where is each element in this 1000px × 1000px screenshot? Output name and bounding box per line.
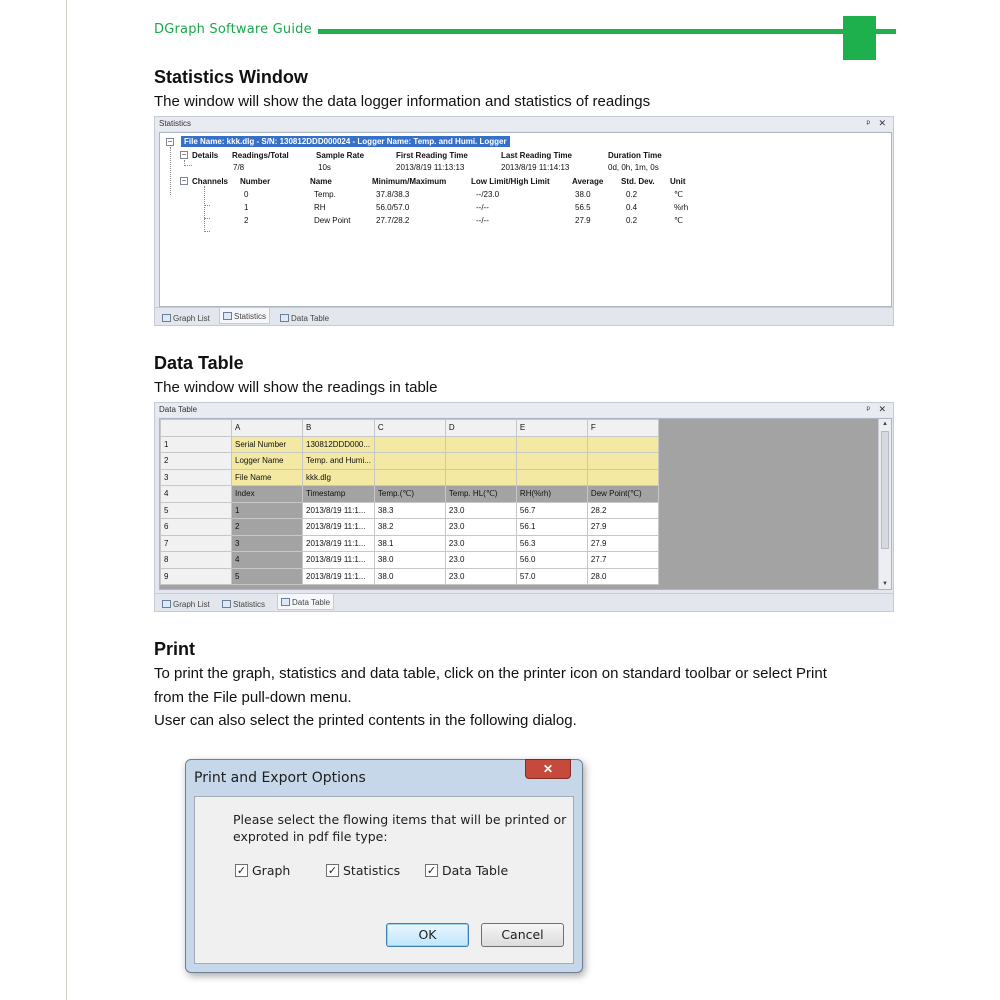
file-node[interactable]: File Name: kkk.dlg - S/N: 130812DDD000024 - Logger Name: Temp. and Humi. Logger xyxy=(181,136,510,147)
data-table-checkbox[interactable] xyxy=(425,863,508,878)
details-header-first-reading: First Reading Time xyxy=(396,151,468,160)
collapse-icon[interactable]: − xyxy=(167,137,173,146)
table-cell[interactable]: Serial Number xyxy=(232,436,303,453)
table-cell[interactable]: 23.0 xyxy=(445,568,516,585)
print-text-line-3: User can also select the printed contents in the following dialog. xyxy=(154,712,577,729)
table-cell[interactable]: Timestamp xyxy=(303,486,375,503)
tab-data-table[interactable] xyxy=(277,594,334,610)
table-cell[interactable]: 27.7 xyxy=(587,552,658,569)
table-cell[interactable] xyxy=(516,469,587,486)
table-cell[interactable]: 38.3 xyxy=(374,502,445,519)
channel-0-unit: ℃ xyxy=(674,190,683,199)
dialog-content xyxy=(194,796,574,964)
channel-2-minmax: 27.7/28.2 xyxy=(376,216,410,225)
tab-label: Statistics xyxy=(234,311,267,321)
details-value-duration: 0d, 0h, 1m, 0s xyxy=(608,163,659,172)
table-row xyxy=(161,469,659,486)
channel-header-std-dev: Std. Dev. xyxy=(621,177,655,186)
tree-connector xyxy=(204,186,205,232)
table-cell[interactable] xyxy=(445,453,516,470)
channel-0-minmax: 37.8/38.3 xyxy=(376,190,410,199)
channel-0-number: 0 xyxy=(244,190,249,199)
table-cell[interactable]: kkk.dlg xyxy=(303,469,375,486)
table-row xyxy=(161,502,659,519)
details-header-duration: Duration Time xyxy=(608,151,662,160)
table-cell[interactable]: Logger Name xyxy=(232,453,303,470)
table-cell[interactable] xyxy=(374,469,445,486)
table-cell[interactable]: 23.0 xyxy=(445,502,516,519)
table-cell[interactable]: 56.7 xyxy=(516,502,587,519)
table-cell[interactable]: 2013/8/19 11:1... xyxy=(303,568,375,585)
table-row xyxy=(161,568,659,585)
channels-label: Channels xyxy=(192,177,229,186)
table-cell[interactable]: Temp. and Humi... xyxy=(303,453,375,470)
table-cell[interactable] xyxy=(587,469,658,486)
table-cell[interactable]: File Name xyxy=(232,469,303,486)
table-cell[interactable] xyxy=(445,436,516,453)
channel-header-number: Number xyxy=(240,177,271,186)
table-cell[interactable] xyxy=(587,436,658,453)
table-cell[interactable]: 3 xyxy=(232,535,303,552)
table-cell[interactable] xyxy=(374,436,445,453)
dialog-message xyxy=(233,811,566,845)
tree-connector xyxy=(170,147,171,195)
details-header-readings: Readings/Total xyxy=(232,151,289,160)
channel-header-unit: Unit xyxy=(670,177,686,186)
graph-list-icon xyxy=(162,600,171,608)
column-header[interactable]: E xyxy=(516,420,587,437)
column-header[interactable]: F xyxy=(587,420,658,437)
channel-header-name: Name xyxy=(310,177,332,186)
table-cell[interactable]: 56.3 xyxy=(516,535,587,552)
vertical-scrollbar[interactable] xyxy=(878,419,891,589)
tree-connector xyxy=(204,205,210,206)
column-header[interactable]: A xyxy=(232,420,303,437)
dialog-message-line-2: exproted in pdf file type: xyxy=(233,829,388,844)
tree-connector xyxy=(184,165,192,166)
table-cell[interactable]: 38.0 xyxy=(374,568,445,585)
page-margin-line xyxy=(66,0,67,1000)
statistics-icon xyxy=(223,312,232,320)
table-cell[interactable]: 1 xyxy=(232,502,303,519)
channel-1-minmax: 56.0/57.0 xyxy=(376,203,410,212)
data-table-icon xyxy=(280,314,289,322)
dialog-title: Print and Export Options xyxy=(194,770,366,786)
collapse-icon[interactable]: − xyxy=(181,176,187,185)
table-cell[interactable]: 2013/8/19 11:1... xyxy=(303,502,375,519)
details-value-sample-rate: 10s xyxy=(318,163,331,172)
table-cell[interactable] xyxy=(374,453,445,470)
table-row xyxy=(161,535,659,552)
graph-checkbox[interactable] xyxy=(235,863,290,878)
channel-0-std-dev: 0.2 xyxy=(626,190,638,199)
close-icon[interactable]: ✕ xyxy=(525,759,571,779)
table-cell[interactable]: 23.0 xyxy=(445,535,516,552)
statistics-checkbox-label: Statistics xyxy=(343,863,401,878)
table-cell[interactable]: 5 xyxy=(232,568,303,585)
print-text-line-2: from the File pull-down menu. xyxy=(154,689,352,706)
details-value-readings: 7/8 xyxy=(233,163,245,172)
tab-label: Data Table xyxy=(291,313,330,323)
tab-label: Statistics xyxy=(233,599,266,609)
table-cell[interactable]: Dew Point(℃) xyxy=(587,486,658,503)
table-cell[interactable] xyxy=(445,469,516,486)
corner-cell[interactable] xyxy=(161,420,232,437)
row-header[interactable]: 5 xyxy=(161,502,232,519)
tree-connector xyxy=(204,231,210,232)
table-cell[interactable]: 56.0 xyxy=(516,552,587,569)
channel-1-unit: %rh xyxy=(674,203,689,212)
tab-label: Data Table xyxy=(292,597,331,607)
row-header[interactable]: 6 xyxy=(161,519,232,536)
table-cell[interactable]: 2013/8/19 11:1... xyxy=(303,552,375,569)
print-text-line-1: To print the graph, statistics and data table, click on the printer icon on standard toolbar or select Print xyxy=(154,665,827,682)
tab-graph-list[interactable] xyxy=(159,597,213,610)
table-cell[interactable]: 2013/8/19 11:1... xyxy=(303,535,375,552)
table-cell[interactable]: Index xyxy=(232,486,303,503)
table-cell[interactable]: 28.0 xyxy=(587,568,658,585)
table-cell[interactable]: 57.0 xyxy=(516,568,587,585)
panel-controls[interactable]: ᵖ ✕ xyxy=(866,404,889,414)
scroll-thumb[interactable] xyxy=(881,431,889,549)
ok-button[interactable]: OK xyxy=(386,923,469,947)
channel-2-name: Dew Point xyxy=(314,216,351,225)
table-cell[interactable]: Temp.(℃) xyxy=(374,486,445,503)
table-cell[interactable]: 56.1 xyxy=(516,519,587,536)
statistics-heading: Statistics Window xyxy=(154,67,308,87)
channel-1-average: 56.5 xyxy=(575,203,591,212)
header-accent-bar xyxy=(318,29,896,34)
tab-label: Graph List xyxy=(173,313,210,323)
table-row xyxy=(161,519,659,536)
column-header[interactable]: B xyxy=(303,420,375,437)
tab-statistics[interactable] xyxy=(219,308,270,324)
guide-title: DGraph Software Guide xyxy=(154,22,312,37)
tab-graph-list[interactable] xyxy=(159,311,213,324)
row-header[interactable]: 4 xyxy=(161,486,232,503)
datatable-window xyxy=(154,402,894,612)
print-heading: Print xyxy=(154,639,196,659)
checkbox-check-icon[interactable]: ✓ xyxy=(426,864,437,877)
table-cell[interactable]: 2013/8/19 11:1... xyxy=(303,519,375,536)
data-table xyxy=(160,419,659,585)
channel-2-number: 2 xyxy=(244,216,249,225)
scroll-down-icon[interactable]: ▼ xyxy=(882,581,888,587)
graph-checkbox-label: Graph xyxy=(252,863,291,878)
table-cell[interactable]: 28.2 xyxy=(587,502,658,519)
table-row xyxy=(161,453,659,470)
data-table-icon xyxy=(281,598,290,606)
row-header[interactable]: 1 xyxy=(161,436,232,453)
details-header-last-reading: Last Reading Time xyxy=(501,151,572,160)
table-cell[interactable] xyxy=(587,453,658,470)
channel-2-average: 27.9 xyxy=(575,216,591,225)
channel-0-average: 38.0 xyxy=(575,190,591,199)
row-header[interactable]: 9 xyxy=(161,568,232,585)
channel-1-std-dev: 0.4 xyxy=(626,203,638,212)
channel-1-name: RH xyxy=(314,203,326,212)
table-cell[interactable]: 4 xyxy=(232,552,303,569)
statistics-window-header xyxy=(155,117,893,131)
table-row xyxy=(161,436,659,453)
datatable-window-title: Data Table xyxy=(159,405,198,414)
column-header[interactable]: D xyxy=(445,420,516,437)
channel-header-average: Average xyxy=(572,177,604,186)
panel-controls[interactable]: ᵖ ✕ xyxy=(866,118,889,128)
statistics-window xyxy=(154,116,894,326)
checkbox-check-icon[interactable]: ✓ xyxy=(327,864,338,877)
row-header[interactable]: 8 xyxy=(161,552,232,569)
row-header[interactable]: 7 xyxy=(161,535,232,552)
channel-header-limits: Low Limit/High Limit xyxy=(471,177,550,186)
table-cell[interactable]: 130812DDD000... xyxy=(303,436,375,453)
details-label: Details xyxy=(192,151,219,160)
tab-data-table[interactable] xyxy=(277,311,332,324)
channel-1-limits: --/-- xyxy=(476,203,489,212)
statistics-checkbox[interactable] xyxy=(326,863,400,878)
tree-connector xyxy=(204,218,210,219)
table-cell[interactable]: RH(%rh) xyxy=(516,486,587,503)
datatable-description: The window will show the readings in table xyxy=(154,379,438,396)
data-grid xyxy=(159,418,892,590)
channel-0-name: Temp. xyxy=(314,190,336,199)
table-cell[interactable]: 2 xyxy=(232,519,303,536)
table-cell[interactable]: Temp. HL(℃) xyxy=(445,486,516,503)
details-header-sample-rate: Sample Rate xyxy=(316,151,365,160)
dialog-message-line-1: Please select the flowing items that will be printed or xyxy=(233,812,567,827)
channel-2-limits: --/-- xyxy=(476,216,489,225)
cancel-button[interactable]: Cancel xyxy=(481,923,564,947)
channel-0-limits: --/23.0 xyxy=(476,190,500,199)
datatable-heading: Data Table xyxy=(154,353,244,373)
print-export-dialog xyxy=(185,759,583,973)
table-cell[interactable] xyxy=(516,436,587,453)
statistics-description: The window will show the data logger information and statistics of readings xyxy=(154,93,651,110)
channel-2-unit: ℃ xyxy=(674,216,683,225)
graph-list-icon xyxy=(162,314,171,322)
table-cell[interactable] xyxy=(516,453,587,470)
checkbox-check-icon[interactable]: ✓ xyxy=(236,864,247,877)
channel-header-minmax: Minimum/Maximum xyxy=(372,177,447,186)
data-table-checkbox-label: Data Table xyxy=(442,863,509,878)
column-header[interactable]: C xyxy=(374,420,445,437)
tab-statistics[interactable] xyxy=(219,597,268,610)
collapse-icon[interactable]: − xyxy=(181,150,187,159)
table-row xyxy=(161,486,659,503)
statistics-bottom-tabs xyxy=(155,307,893,325)
table-cell[interactable]: 27.9 xyxy=(587,519,658,536)
table-cell[interactable]: 27.9 xyxy=(587,535,658,552)
table-cell[interactable]: 23.0 xyxy=(445,552,516,569)
scroll-up-icon[interactable]: ▲ xyxy=(882,421,888,427)
table-cell[interactable]: 38.1 xyxy=(374,535,445,552)
details-value-first-reading: 2013/8/19 11:13:13 xyxy=(396,163,465,172)
statistics-window-title: Statistics xyxy=(159,119,192,128)
table-cell[interactable]: 38.0 xyxy=(374,552,445,569)
channel-1-number: 1 xyxy=(244,203,249,212)
row-header[interactable]: 3 xyxy=(161,469,232,486)
column-header-row xyxy=(161,420,659,437)
row-header[interactable]: 2 xyxy=(161,453,232,470)
table-row xyxy=(161,552,659,569)
datatable-window-header xyxy=(155,403,893,417)
statistics-icon xyxy=(222,600,231,608)
statistics-tree xyxy=(159,132,892,307)
table-cell[interactable]: 23.0 xyxy=(445,519,516,536)
table-cell[interactable]: 38.2 xyxy=(374,519,445,536)
header-accent-block xyxy=(843,16,876,60)
datatable-bottom-tabs xyxy=(155,593,893,611)
channel-2-std-dev: 0.2 xyxy=(626,216,638,225)
details-value-last-reading: 2013/8/19 11:14:13 xyxy=(501,163,570,172)
tab-label: Graph List xyxy=(173,599,210,609)
